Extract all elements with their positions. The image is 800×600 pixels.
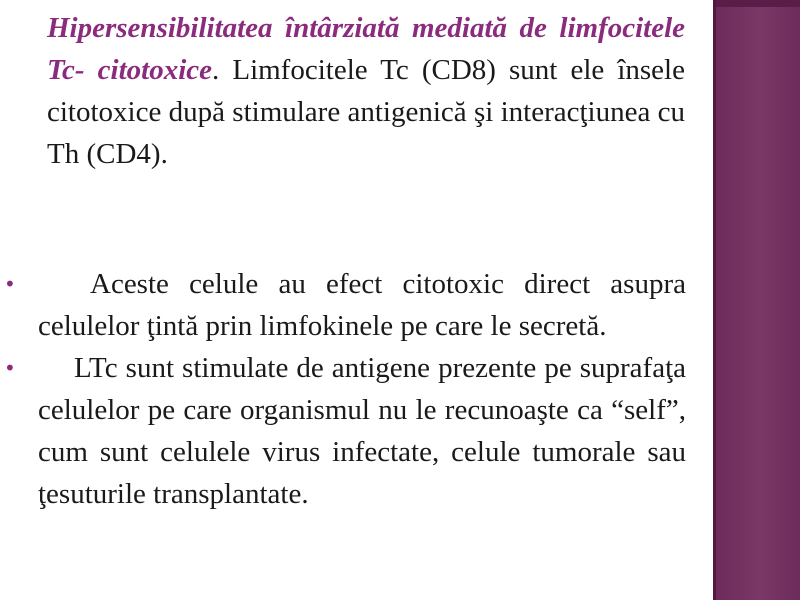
bullet-icon: • <box>4 356 16 380</box>
bullet-item <box>0 263 686 347</box>
intro-paragraph <box>47 7 685 175</box>
bullet-icon: • <box>4 272 16 296</box>
bullet-list <box>0 263 686 515</box>
paragraph-rest: Limfocitele Tc (CD8) sunt ele însele citotoxice după stimulare antigenică şi interacţiunea cu Th (CD4). <box>47 54 685 170</box>
side-band-top-strip <box>713 0 800 7</box>
side-band-edge <box>713 0 716 600</box>
lead-punct: . <box>212 54 220 86</box>
bullet-text: LTc sunt stimulate de antigene prezente pe suprafaţa celulelor pe care organismul nu le recunoaşte ca “self”, cum sunt celulele virus infectate, celule tumorale sau ţesuturile transplantate. <box>38 352 686 510</box>
bullet-text: Aceste celule au efect citotoxic direct asupra celulelor ţintă prin limfokinele pe care le secretă. <box>38 268 686 342</box>
bullet-item <box>0 347 686 515</box>
decorative-side-band <box>713 0 800 600</box>
lead-term: Hipersensibilitatea întârziată mediată de limfocitele Tc- citotoxice <box>47 12 685 86</box>
